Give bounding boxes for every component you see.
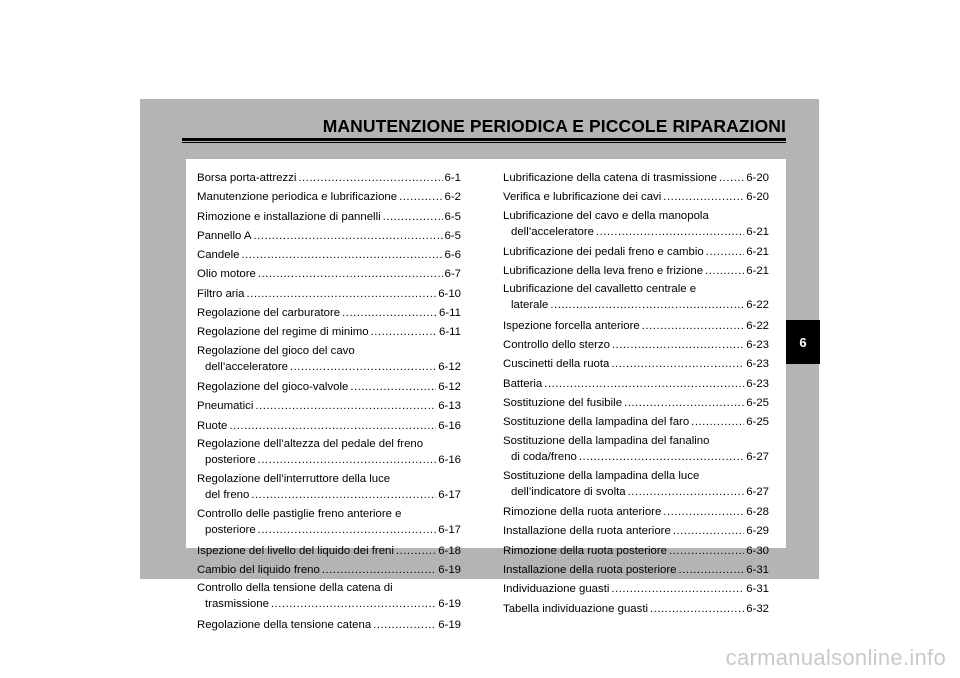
toc-entry[interactable] [197, 246, 461, 265]
toc-leader-dots [251, 487, 436, 503]
chapter-tab[interactable]: 6 [786, 320, 820, 364]
toc-leader-dots [342, 304, 437, 323]
toc-entry-text: del freno [205, 489, 250, 502]
toc-page-number: 6-29 [746, 525, 769, 538]
toc-page-number: 6-17 [438, 489, 461, 502]
toc-entry[interactable] [503, 243, 769, 262]
toc-entry-text: Regolazione del gioco-valvole [197, 380, 349, 393]
toc-leader-dots [669, 542, 744, 561]
toc-leader-dots [596, 224, 744, 240]
toc-page-number: 6-10 [438, 287, 461, 300]
toc-entry-text: Batteria [503, 377, 543, 390]
toc-entry[interactable] [503, 503, 769, 522]
toc-page-number: 6-25 [746, 416, 769, 429]
title-rule-thin [182, 142, 786, 143]
toc-entry-text: Sostituzione della lampadina del faro [503, 416, 690, 429]
toc-entry[interactable] [197, 265, 461, 284]
toc-left-column [197, 169, 461, 635]
toc-page-number: 6-1 [444, 172, 461, 184]
toc-panel [186, 159, 786, 631]
toc-entry-text: Installazione della ruota posteriore [503, 564, 677, 577]
toc-page-number: 6-31 [746, 583, 769, 596]
toc-entry[interactable] [197, 323, 461, 342]
toc-leader-dots [298, 169, 442, 188]
toc-entry-text: Lubrificazione del cavalletto centrale e [503, 283, 697, 296]
toc-entry[interactable] [503, 561, 769, 580]
toc-entry-text: trasmissione [205, 598, 269, 611]
toc-entry-text: Regolazione del gioco del cavo [197, 344, 355, 357]
toc-entry-text: Filtro aria [197, 287, 245, 300]
toc-leader-dots [550, 297, 744, 313]
toc-entry[interactable] [503, 169, 769, 188]
toc-entry[interactable] [197, 208, 461, 227]
toc-entry-text: posteriore [205, 453, 256, 466]
toc-entry-text: Ruote [197, 419, 228, 432]
toc-entry-text: Rimozione e installazione di pannelli [197, 210, 381, 223]
toc-entry-text: Rimozione della ruota anteriore [503, 506, 662, 519]
toc-page-number: 6-7 [444, 268, 461, 281]
toc-page-number: 6-23 [746, 377, 769, 390]
toc-page-number: 6-19 [438, 598, 461, 611]
toc-entry-text: Regolazione dell’interruttore della luce [197, 473, 391, 486]
toc-page-number: 6-23 [746, 358, 769, 371]
toc-entry-text: Sostituzione della lampadina della luce [503, 469, 700, 482]
toc-page-number: 6-11 [439, 307, 461, 320]
toc-leader-dots [383, 208, 443, 227]
toc-entry[interactable] [197, 343, 461, 378]
toc-entry-text: Manutenzione periodica e lubrificazione [197, 191, 398, 204]
toc-entry-text: di coda/freno [511, 450, 577, 463]
toc-entry[interactable] [197, 285, 461, 304]
toc-entry[interactable] [197, 542, 461, 561]
toc-leader-dots [246, 285, 436, 304]
toc-leader-dots [611, 580, 744, 599]
toc-page-number: 6-27 [746, 485, 769, 498]
toc-leader-dots [322, 561, 436, 580]
toc-leader-dots [663, 188, 744, 207]
toc-entry-text: Verifica e lubrificazione dei cavi [503, 191, 662, 204]
toc-page-number: 6-19 [438, 564, 461, 577]
toc-entry[interactable] [197, 471, 461, 506]
toc-entry-text: Pannello A [197, 229, 252, 242]
toc-entry-text: Regolazione del regime di minimo [197, 326, 369, 339]
toc-entry[interactable] [197, 580, 461, 615]
toc-entry-text: posteriore [205, 524, 256, 537]
toc-page-number: 6-22 [746, 299, 769, 312]
toc-entry-text: Cuscinetti della ruota [503, 358, 610, 371]
toc-entry-text: Lubrificazione della catena di trasmissione [503, 172, 718, 184]
toc-page-number: 6-12 [438, 360, 461, 373]
toc-entry-text: Ispezione del livello del liquido dei freni [197, 544, 394, 557]
toc-leader-dots [663, 503, 744, 522]
toc-entry[interactable] [503, 394, 769, 413]
toc-entry[interactable] [503, 433, 769, 468]
toc-entry[interactable] [503, 355, 769, 374]
toc-page-number: 6-16 [438, 419, 461, 432]
toc-entry[interactable] [197, 561, 461, 580]
toc-entry[interactable] [197, 436, 461, 471]
toc-page-number: 6-32 [746, 602, 769, 615]
toc-page-number: 6-18 [438, 544, 461, 557]
toc-entry[interactable] [503, 580, 769, 599]
toc-leader-dots [612, 336, 744, 355]
toc-page-number: 6-11 [439, 326, 461, 339]
toc-page-number: 6-30 [746, 544, 769, 557]
toc-leader-dots [255, 397, 436, 416]
toc-leader-dots [650, 600, 744, 619]
toc-entry[interactable] [197, 397, 461, 416]
toc-leader-dots [719, 169, 744, 188]
toc-entry-text: Regolazione dell’altezza del pedale del freno [197, 437, 424, 450]
toc-page-number: 6-21 [746, 225, 769, 238]
toc-page-number: 6-21 [746, 265, 769, 278]
toc-page-number: 6-16 [438, 453, 461, 466]
toc-entry-text: Cambio del liquido freno [197, 564, 320, 577]
toc-leader-dots [399, 188, 442, 207]
toc-entry-text: dell’acceleratore [511, 225, 594, 238]
toc-entry-text: Controllo dello sterzo [503, 339, 610, 352]
toc-leader-dots [691, 413, 744, 432]
toc-entry[interactable] [197, 304, 461, 323]
toc-entry-text: Lubrificazione dei pedali freno e cambio [503, 245, 704, 258]
toc-entry-text: dell’indicatore di svolta [511, 485, 626, 498]
toc-entry[interactable] [197, 417, 461, 436]
toc-leader-dots [628, 484, 745, 500]
toc-entry-text: laterale [511, 299, 549, 312]
toc-page-number: 6-19 [438, 618, 461, 631]
toc-entry-text: Controllo della tensione della catena di [197, 582, 393, 595]
toc-page-number: 6-31 [746, 564, 769, 577]
toc-leader-dots [611, 355, 744, 374]
toc-page-number: 6-22 [746, 319, 769, 332]
toc-leader-dots [350, 378, 436, 397]
toc-page-number: 6-5 [444, 229, 461, 242]
toc-entry-text: Controllo delle pastiglie freno anteriore e [197, 508, 402, 521]
toc-leader-dots [579, 449, 744, 465]
toc-entry[interactable] [503, 542, 769, 561]
toc-leader-dots [544, 375, 744, 394]
toc-page-number: 6-20 [746, 191, 769, 204]
toc-page-number: 6-13 [438, 400, 461, 413]
toc-leader-dots [290, 359, 436, 375]
toc-leader-dots [229, 417, 436, 436]
toc-leader-dots [258, 265, 443, 284]
toc-leader-dots [253, 227, 442, 246]
toc-leader-dots [706, 243, 744, 262]
toc-page-number: 6-12 [438, 380, 461, 393]
toc-entry[interactable] [197, 506, 461, 541]
toc-entry[interactable] [503, 522, 769, 541]
watermark: carmanualsonline.info [725, 645, 946, 670]
toc-entry[interactable] [503, 600, 769, 619]
toc-page-number: 6-2 [444, 191, 461, 204]
toc-entry-text: Borsa porta-attrezzi [197, 172, 297, 184]
toc-entry-text: Ispezione forcella anteriore [503, 319, 640, 332]
toc-entry[interactable] [197, 169, 461, 188]
toc-entry[interactable] [197, 227, 461, 246]
toc-page-number: 6-20 [746, 172, 769, 184]
toc-leader-dots [673, 522, 744, 541]
toc-entry-text: Lubrificazione del cavo e della manopola [503, 209, 709, 222]
title-rule-thick [182, 138, 786, 141]
toc-entry[interactable] [197, 616, 461, 635]
toc-entry[interactable] [503, 375, 769, 394]
toc-entry[interactable] [503, 468, 769, 503]
toc-entry[interactable] [503, 208, 769, 243]
toc-page-number: 6-17 [438, 524, 461, 537]
toc-entry-text: Sostituzione del fusibile [503, 396, 623, 409]
toc-leader-dots [258, 452, 437, 468]
toc-page-number: 6-27 [746, 450, 769, 463]
toc-leader-dots [241, 246, 442, 265]
toc-right-column [503, 169, 769, 619]
toc-page-number: 6-23 [746, 339, 769, 352]
toc-entry[interactable] [503, 188, 769, 207]
toc-page-number: 6-5 [444, 210, 461, 223]
toc-entry-text: Sostituzione della lampadina del fanalino [503, 434, 710, 447]
toc-entry[interactable] [503, 336, 769, 355]
toc-entry-text: Individuazione guasti [503, 583, 610, 596]
toc-leader-dots [624, 394, 744, 413]
toc-leader-dots [373, 616, 436, 635]
toc-entry-text: dell’acceleratore [205, 360, 288, 373]
toc-entry[interactable] [503, 281, 769, 316]
toc-entry[interactable] [197, 188, 461, 207]
toc-entry[interactable] [197, 378, 461, 397]
toc-page-number: 6-25 [746, 396, 769, 409]
toc-entry-text: Tabella individuazione guasti [503, 602, 649, 615]
toc-entry-text: Olio motore [197, 268, 256, 281]
toc-entry-text: Regolazione della tensione catena [197, 618, 372, 631]
toc-entry-text: Candele [197, 249, 240, 262]
toc-leader-dots [258, 522, 437, 538]
toc-entry[interactable] [503, 317, 769, 336]
page-title: MANUTENZIONE PERIODICA E PICCOLE RIPARAZIONI [322, 116, 786, 136]
toc-entry-text: Lubrificazione della leva freno e frizione [503, 265, 704, 278]
toc-page-number: 6-6 [444, 249, 461, 262]
toc-leader-dots [371, 323, 437, 342]
toc-page-number: 6-21 [746, 245, 769, 258]
toc-leader-dots [679, 561, 745, 580]
toc-entry-text: Pneumatici [197, 400, 254, 413]
toc-page-number: 6-28 [746, 506, 769, 519]
toc-entry-text: Rimozione della ruota posteriore [503, 544, 667, 557]
toc-leader-dots [271, 596, 436, 612]
toc-leader-dots [642, 317, 744, 336]
toc-leader-dots [705, 262, 744, 281]
toc-entry-text: Installazione della ruota anteriore [503, 525, 671, 538]
toc-entry-text: Regolazione del carburatore [197, 307, 341, 320]
toc-entry[interactable] [503, 413, 769, 432]
toc-entry[interactable] [503, 262, 769, 281]
toc-leader-dots [396, 542, 436, 561]
